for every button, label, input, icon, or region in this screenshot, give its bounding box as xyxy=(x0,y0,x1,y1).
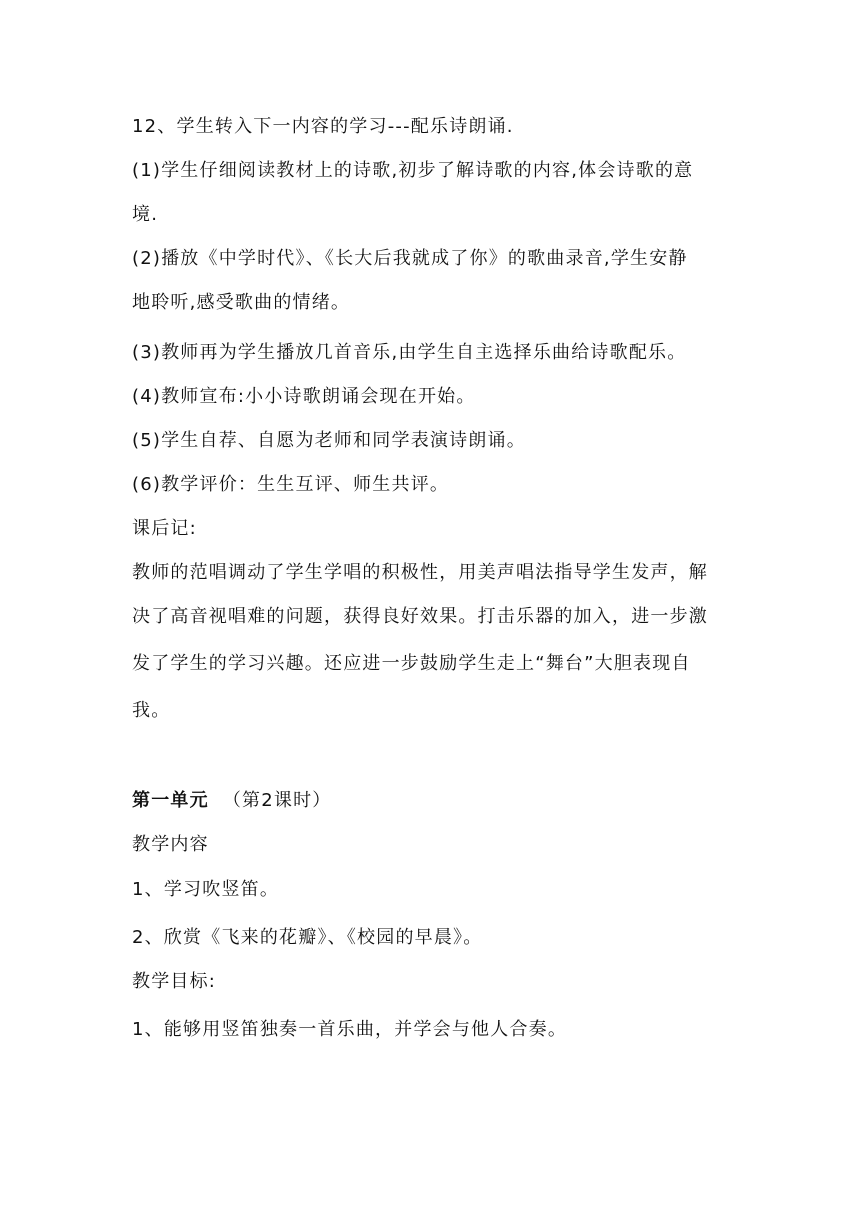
step-3: (3)教师再为学生播放几首音乐,由学生自主选择乐曲给诗歌配乐。 xyxy=(132,342,687,363)
unit-title: 第一单元 xyxy=(132,790,209,811)
item-12: 12、学生转入下一内容的学习---配乐诗朗诵. xyxy=(132,116,514,137)
step-5: (5)学生自荐、自愿为老师和同学表演诗朗诵。 xyxy=(132,430,526,451)
afterclass-line-4: 我。 xyxy=(132,700,171,721)
goal-item-1: 1、能够用竖笛独奏一首乐曲，并学会与他人合奏。 xyxy=(132,1019,568,1040)
unit-lesson: （第2课时） xyxy=(222,790,332,811)
afterclass-line-1: 教师的范唱调动了学生学唱的积极性，用美声唱法指导学生发声，解 xyxy=(132,562,708,583)
unit-heading xyxy=(132,789,331,813)
goals-heading: 教学目标: xyxy=(132,971,217,992)
content-item-1: 1、学习吹竖笛。 xyxy=(132,879,280,900)
step-2-line-1: (2)播放《中学时代》、《长大后我就成了你》的歌曲录音,学生安静 xyxy=(132,248,688,269)
afterclass-line-3: 发了学生的学习兴趣。还应进一步鼓励学生走上“舞台”大胆表现自 xyxy=(132,653,691,674)
content-heading: 教学内容 xyxy=(132,834,209,855)
step-6: (6)教学评价：生生互评、师生共评。 xyxy=(132,474,450,495)
step-1-line-2: 境. xyxy=(132,204,159,225)
afterclass-line-2: 决了高音视唱难的问题，获得良好效果。打击乐器的加入，进一步激 xyxy=(132,606,708,627)
afterclass-heading: 课后记: xyxy=(132,518,197,539)
step-4: (4)教师宣布:小小诗歌朗诵会现在开始。 xyxy=(132,386,476,407)
content-item-2: 2、欣赏《飞来的花瓣》、《校园的早晨》。 xyxy=(132,927,483,948)
step-1-line-1: (1)学生仔细阅读教材上的诗歌,初步了解诗歌的内容,体会诗歌的意 xyxy=(132,160,694,181)
step-2-line-2: 地聆听,感受歌曲的情绪。 xyxy=(132,292,351,313)
